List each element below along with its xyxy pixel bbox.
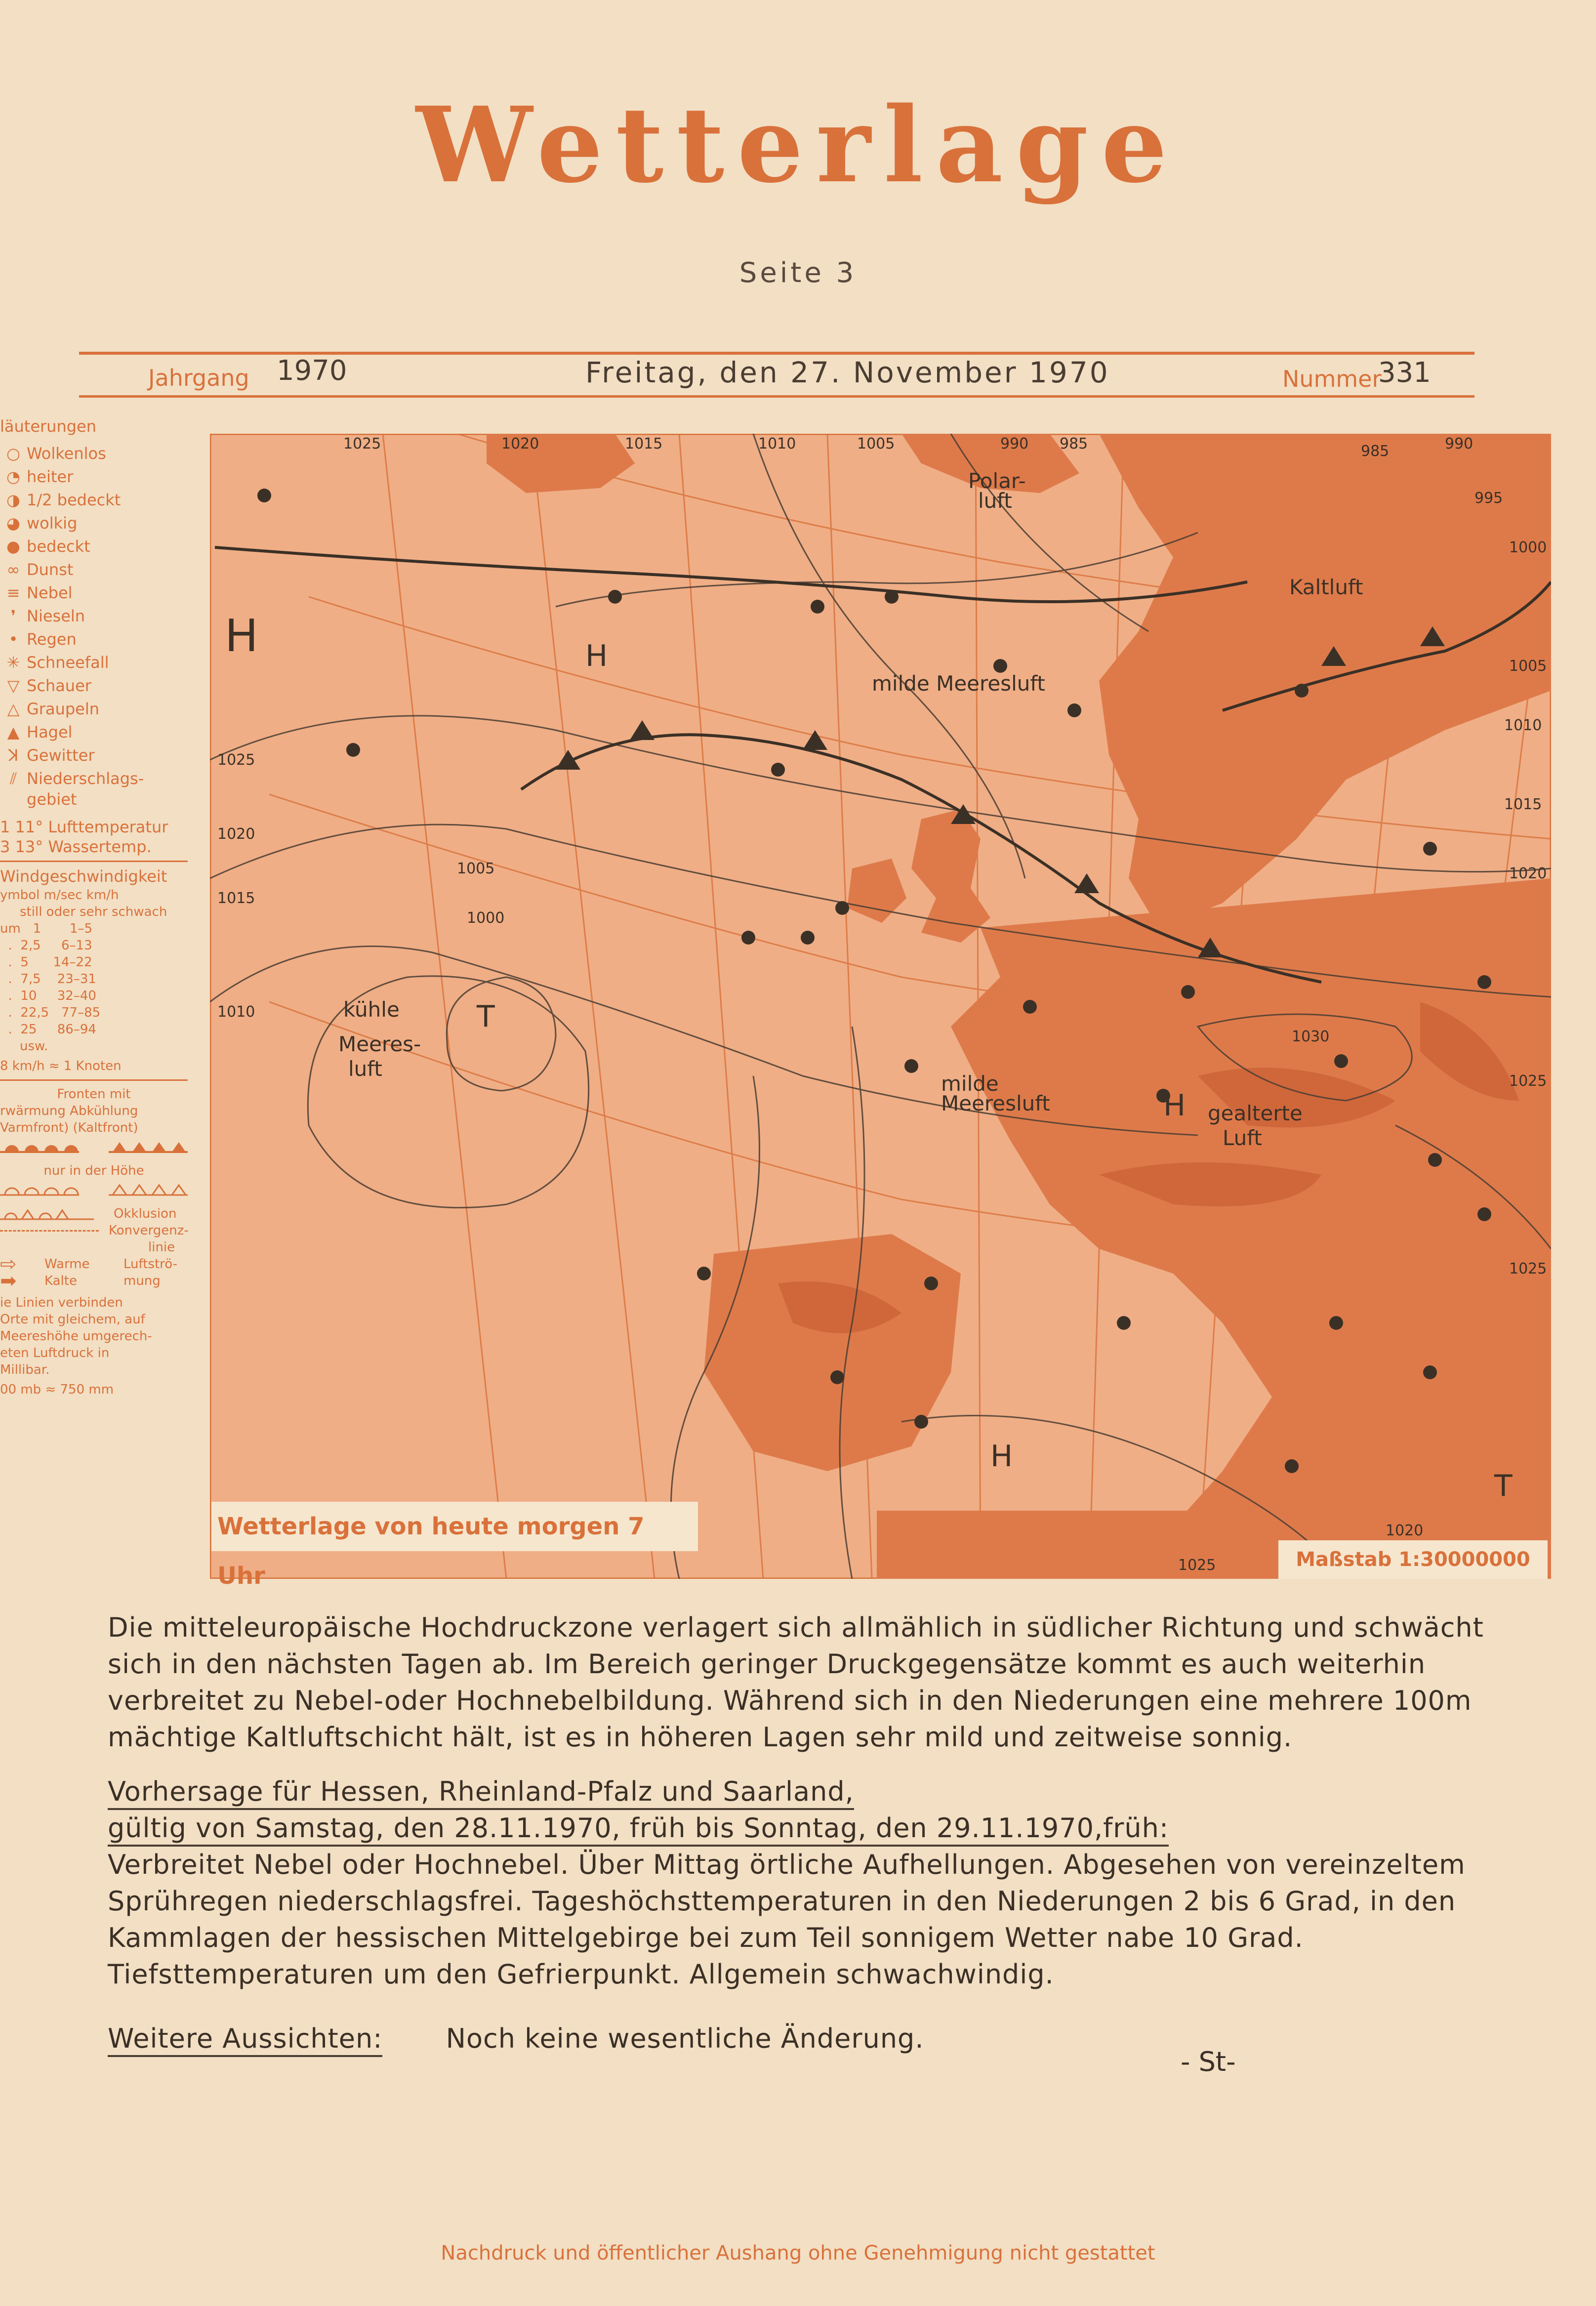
footer-notice: Nachdruck und öffentlicher Aushang ohne Genehmigung nicht gestattet <box>441 2242 1155 2265</box>
svg-text:1025: 1025 <box>217 751 255 769</box>
forecast-title-1: Vorhersage für Hessen, Rheinland-Pfalz und Saarland, <box>108 1775 854 1810</box>
legend-sky-label: Dunst <box>27 560 74 579</box>
legend-isobar-note-line: ie Linien verbinden <box>0 1295 123 1310</box>
svg-text:1000: 1000 <box>467 909 505 927</box>
legend-okklusion-row <box>0 1205 207 1222</box>
svg-text:1025: 1025 <box>1509 1072 1547 1090</box>
svg-text:1005: 1005 <box>857 435 895 453</box>
occlusion-icon <box>0 1205 99 1222</box>
legend-symbol-icon: ≡ <box>6 583 20 602</box>
legend-sky-label: Gewitter <box>27 746 95 765</box>
legend-sky-label: wolkig <box>27 514 78 533</box>
legend-symbol-icon: ꓘ <box>8 746 19 765</box>
svg-text:990: 990 <box>1445 435 1473 453</box>
legend-sky-label: Wolkenlos <box>27 444 106 463</box>
svg-text:H: H <box>585 639 608 673</box>
legend-sky-item <box>0 721 207 744</box>
jahrgang-value: 1970 <box>277 355 347 387</box>
map-legend <box>0 415 207 1398</box>
legend-isobar-note-line: eten Luftdruck in <box>0 1346 110 1360</box>
svg-text:985: 985 <box>1361 443 1390 460</box>
legend-sky-item <box>0 442 207 465</box>
legend-sky-item <box>0 581 207 605</box>
svg-text:1010: 1010 <box>217 1003 255 1021</box>
svg-text:1015: 1015 <box>1504 796 1542 813</box>
legend-isobar-note-line: Meereshöhe umgerech- <box>0 1329 152 1344</box>
legend-sky-label: Nieseln <box>27 607 85 625</box>
legend-sky-label: heiter <box>27 467 74 486</box>
nummer-label: Nummer <box>1282 366 1382 392</box>
legend-symbol-icon: ▽ <box>7 676 20 695</box>
svg-text:luft: luft <box>978 489 1012 513</box>
legend-sky-label: bedeckt <box>27 537 90 556</box>
legend-wind-row: . 10 32–40 <box>0 988 96 1003</box>
forecast-block <box>108 1773 1535 1993</box>
label-milde-meeresluft: milde Meeresluft <box>872 671 1045 696</box>
svg-text:T: T <box>477 999 495 1034</box>
legend-air-temp: 1 11° Lufttemperatur <box>0 818 168 836</box>
outlook-text: Noch keine wesentliche Änderung. <box>446 2023 924 2054</box>
legend-sky-item <box>0 489 207 512</box>
legend-wind-row: . 22,5 77–85 <box>0 1005 101 1020</box>
warm-cold-front-icon <box>0 1136 198 1156</box>
legend-symbol-icon: ◑ <box>6 491 20 509</box>
label-gealterte-luft: gealterte <box>1208 1101 1303 1125</box>
legend-sky-list <box>0 442 207 790</box>
legend-isobar-note-line: Orte mit gleichem, auf <box>0 1312 145 1327</box>
legend-sky-item <box>0 744 207 767</box>
nummer-value: 331 <box>1378 357 1431 389</box>
svg-text:H: H <box>990 1439 1013 1474</box>
svg-text:luft: luft <box>348 1057 382 1081</box>
legend-sky-item <box>0 651 207 674</box>
legend-symbol-icon: ● <box>6 537 20 556</box>
legend-sky-label: Schauer <box>27 676 91 695</box>
legend-symbol-icon: ⫽ <box>9 769 17 788</box>
svg-text:T: T <box>1494 1469 1513 1503</box>
map-scale: Maßstab 1:30000000 <box>1278 1540 1548 1579</box>
legend-sky-item <box>0 512 207 535</box>
signature: - St- <box>1181 2046 1236 2077</box>
svg-text:1025: 1025 <box>343 435 381 453</box>
legend-konvergenz: Konvergenz- <box>109 1223 189 1238</box>
legend-sky-label: Schneefall <box>27 653 109 672</box>
svg-text:1005: 1005 <box>1509 658 1547 675</box>
svg-text:995: 995 <box>1474 490 1503 507</box>
legend-sky-item <box>0 605 207 628</box>
legend-heading: läuterungen <box>0 417 97 436</box>
legend-symbol-icon: ◕ <box>6 514 20 533</box>
legend-sky-item <box>0 465 207 489</box>
legend-fronts-sub: rwärmung Abkühlung <box>0 1104 138 1118</box>
svg-text:1005: 1005 <box>457 860 495 877</box>
label-polarluft: Polar- <box>968 469 1026 493</box>
page-number: Seite 3 <box>739 257 857 289</box>
legend-gebiet: gebiet <box>27 790 77 809</box>
svg-text:990: 990 <box>1000 435 1029 453</box>
legend-knot: 8 km/h ≈ 1 Knoten <box>0 1059 122 1073</box>
map-caption: Wetterlage von heute morgen 7 Uhr <box>211 1502 698 1551</box>
forecast-body: Verbreitet Nebel oder Hochnebel. Über Mittag örtliche Aufhellungen. Abgesehen von vereinzeltem Sprühregen niederschlagsfrei. Tageshöchsttemperaturen in den Niederungen 2 bis 6 Grad, in den Kammlagen der hessischen Mittelgebirge bei zum Teil sonnigem Wetter nabe 10 Grad. Tiefsttemperaturen um den Gefrierpunkt. Allgemein schwachwindig. <box>108 1849 1466 1990</box>
north-africa <box>877 1511 1198 1579</box>
legend-konvergenz-row <box>0 1222 207 1239</box>
legend-sky-item <box>0 628 207 651</box>
warm-arrow-icon: ⇨ <box>0 1253 17 1276</box>
legend-sky-label: Graupeln <box>27 700 100 718</box>
svg-text:1020: 1020 <box>1509 865 1547 882</box>
legend-sky-label: Hagel <box>27 723 73 741</box>
paragraph-general: Die mitteleuropäische Hochdruckzone verlagert sich allmählich in südlicher Richtung und schwächt sich in den nächsten Tagen ab. Im Bereich geringer Druckgegensätze kommt es auch weiterhin verbreitet zu Nebel-oder Hochnebelbildung. Während sich in den Niederungen eine mehrere 100m mächtige Kaltluftschicht hält, ist es in höheren Lagen sehr mild und zeitweise sonnig. <box>108 1612 1484 1753</box>
legend-wind-row: um 1 1–5 <box>0 921 93 936</box>
legend-symbol-icon: ∞ <box>6 560 20 579</box>
legend-sky-item <box>0 535 207 558</box>
svg-text:1030: 1030 <box>1292 1028 1330 1045</box>
legend-wind-row: . 7,5 23–31 <box>0 972 96 987</box>
svg-text:1010: 1010 <box>758 435 796 453</box>
legend-wind-heading: Windgeschwindigkeit <box>0 867 167 886</box>
legend-wind-cols: ymbol m/sec km/h <box>0 888 119 903</box>
legend-sky-item <box>0 767 207 790</box>
issue-date: Freitag, den 27. November 1970 <box>585 356 1110 389</box>
forecast-title-2: gültig von Samstag, den 28.11.1970, früh bis Sonntag, den 29.11.1970,früh: <box>108 1812 1169 1847</box>
legend-water-temp: 3 13° Wassertemp. <box>0 837 152 856</box>
legend-luftstroemung: Luftströ- <box>123 1257 178 1272</box>
legend-symbol-icon: ○ <box>6 444 20 463</box>
legend-symbol-icon: • <box>8 630 18 649</box>
legend-warme: Warme <box>44 1257 90 1272</box>
legend-symbol-icon: ◔ <box>6 467 20 486</box>
header-rule-bottom <box>79 395 1474 398</box>
legend-fronts-heading: Fronten mit <box>57 1087 131 1102</box>
legend-fronts-hoehe: nur in der Höhe <box>43 1163 144 1178</box>
convergence-line-icon <box>0 1230 99 1232</box>
svg-text:1025: 1025 <box>1509 1260 1547 1277</box>
label-kaltluft: Kaltluft <box>1289 575 1363 599</box>
svg-text:Meeresluft: Meeresluft <box>941 1091 1050 1115</box>
legend-wind-row: . 5 14–22 <box>0 955 92 970</box>
legend-wind-row: . 25 86–94 <box>0 1022 96 1037</box>
svg-text:1020: 1020 <box>1386 1522 1424 1539</box>
legend-warm-row <box>0 1253 207 1276</box>
legend-sky-item <box>0 698 207 721</box>
svg-text:1010: 1010 <box>1504 717 1542 734</box>
legend-sky-item <box>0 558 207 581</box>
svg-text:1025: 1025 <box>1178 1557 1216 1574</box>
cold-arrow-icon: ➡ <box>0 1270 17 1292</box>
weather-map <box>210 434 1551 1579</box>
jahrgang-label: Jahrgang <box>148 365 249 391</box>
legend-fronts-sub2: Varmfront) (Kaltfront) <box>0 1120 138 1135</box>
legend-wind-list <box>0 920 207 1038</box>
svg-text:H: H <box>225 610 258 662</box>
legend-konvergenz2: linie <box>148 1240 175 1255</box>
legend-wind-usw: usw. <box>20 1039 48 1054</box>
outlook-label: Weitere Aussichten: <box>108 2022 382 2057</box>
label-kuehle-meeresluft: kühle <box>343 997 400 1022</box>
svg-text:1000: 1000 <box>1509 539 1547 556</box>
svg-text:1015: 1015 <box>217 890 255 907</box>
page-title: Wetterlage <box>416 84 1180 206</box>
svg-text:1015: 1015 <box>625 435 663 453</box>
legend-luftstroemung2: mung <box>123 1274 161 1288</box>
label-milde-meeresluft-2: milde <box>941 1071 999 1096</box>
legend-okklusion: Okklusion <box>114 1206 177 1221</box>
legend-wind-calm: still oder sehr schwach <box>20 905 167 919</box>
legend-sky-item <box>0 674 207 698</box>
legend-symbol-icon: ▲ <box>7 723 20 741</box>
legend-isobar-note-line: Millibar. <box>0 1362 50 1377</box>
svg-text:H: H <box>1163 1088 1186 1123</box>
legend-symbol-icon: △ <box>7 700 20 718</box>
legend-sky-label: Regen <box>27 630 77 649</box>
legend-kalte: Kalte <box>44 1274 77 1288</box>
upper-front-icon <box>0 1179 198 1199</box>
legend-divider <box>0 861 188 862</box>
svg-text:Meeres-: Meeres- <box>338 1032 421 1056</box>
legend-sky-label: Niederschlags- <box>27 769 144 788</box>
legend-sky-label: Nebel <box>27 583 73 602</box>
svg-text:985: 985 <box>1060 435 1088 453</box>
legend-wind-row: . 2,5 6–13 <box>0 938 92 953</box>
svg-text:Luft: Luft <box>1223 1126 1262 1150</box>
svg-text:1020: 1020 <box>217 825 255 843</box>
legend-cold-row <box>0 1270 207 1292</box>
svg-text:1020: 1020 <box>501 435 539 453</box>
legend-sky-label: 1/2 bedeckt <box>27 491 121 509</box>
outlook-row <box>108 2020 1535 2057</box>
legend-divider-2 <box>0 1079 188 1081</box>
legend-pressure-conv: 00 mb ≈ 750 mm <box>0 1382 114 1397</box>
legend-symbol-icon: ✳ <box>6 653 20 672</box>
legend-symbol-icon: ❜ <box>10 607 16 625</box>
legend-isobar-note <box>0 1294 207 1378</box>
